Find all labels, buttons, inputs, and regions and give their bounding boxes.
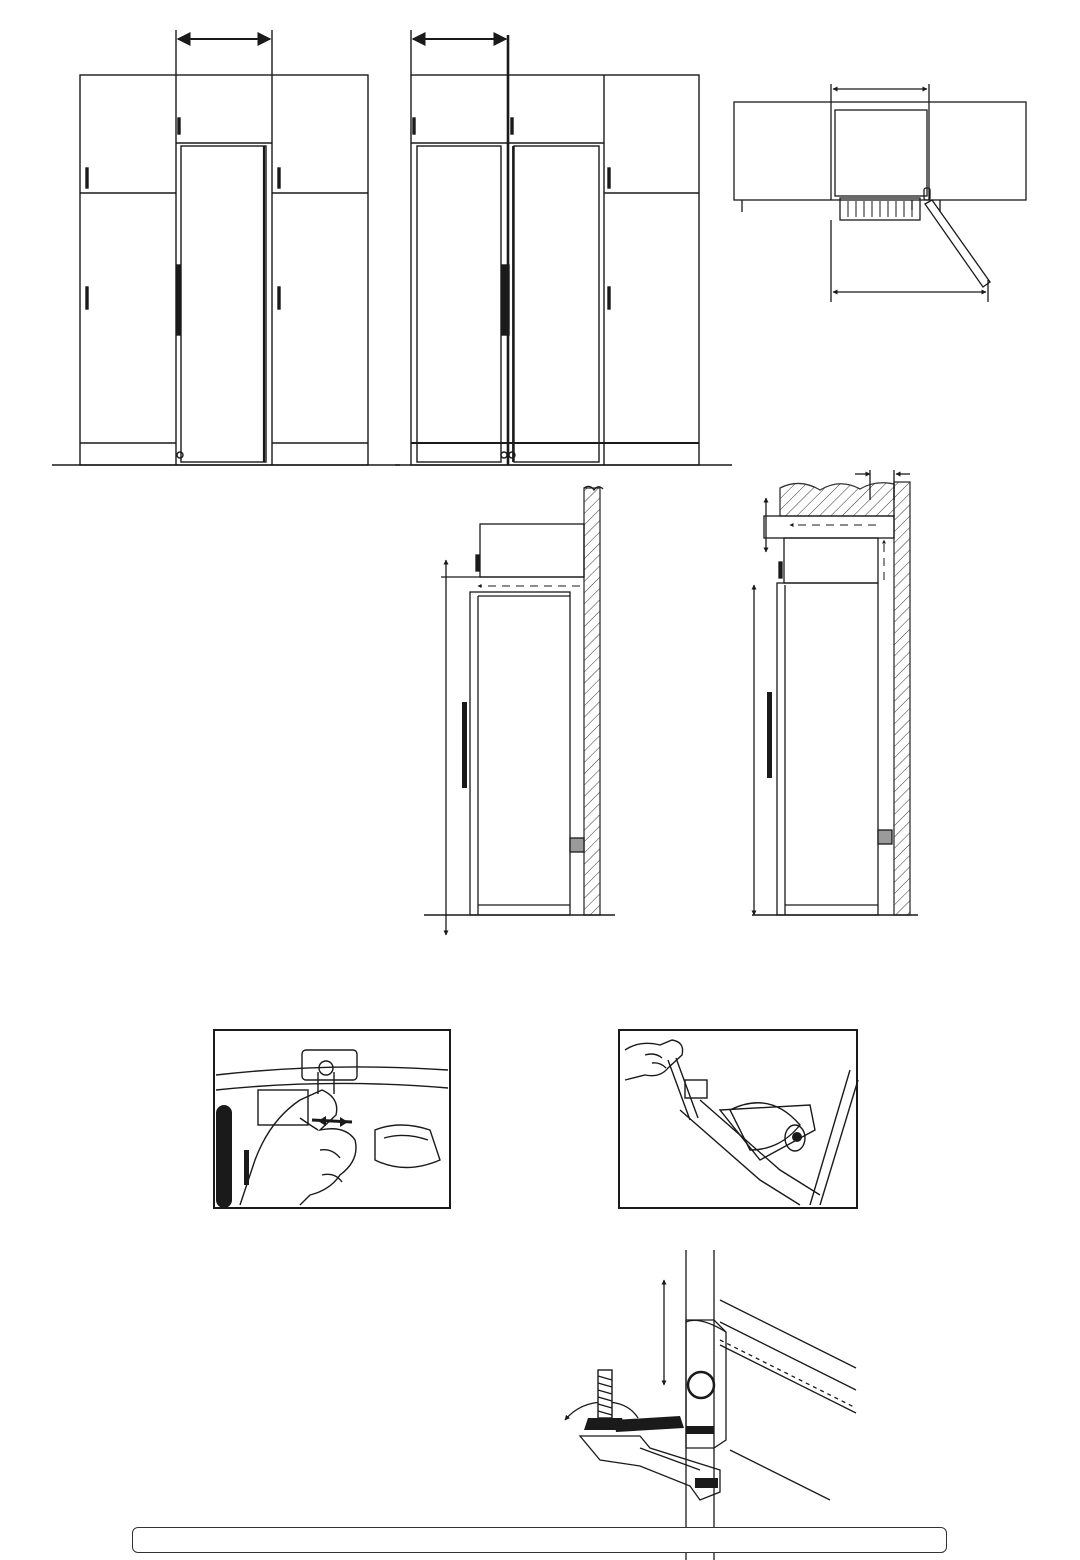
top-plan-door-swing [734, 84, 1026, 302]
side-section-ventilation-top [752, 470, 918, 915]
front-elevation-double-door [395, 30, 732, 465]
leveling-foot-adjustment [565, 1250, 856, 1560]
front-elevation-single-door [52, 30, 400, 465]
photo-clip-removal [214, 1030, 450, 1208]
footer-bar [132, 1527, 947, 1553]
side-section-ventilation-front [424, 486, 615, 935]
photo-tool-adjustment [619, 1030, 858, 1208]
